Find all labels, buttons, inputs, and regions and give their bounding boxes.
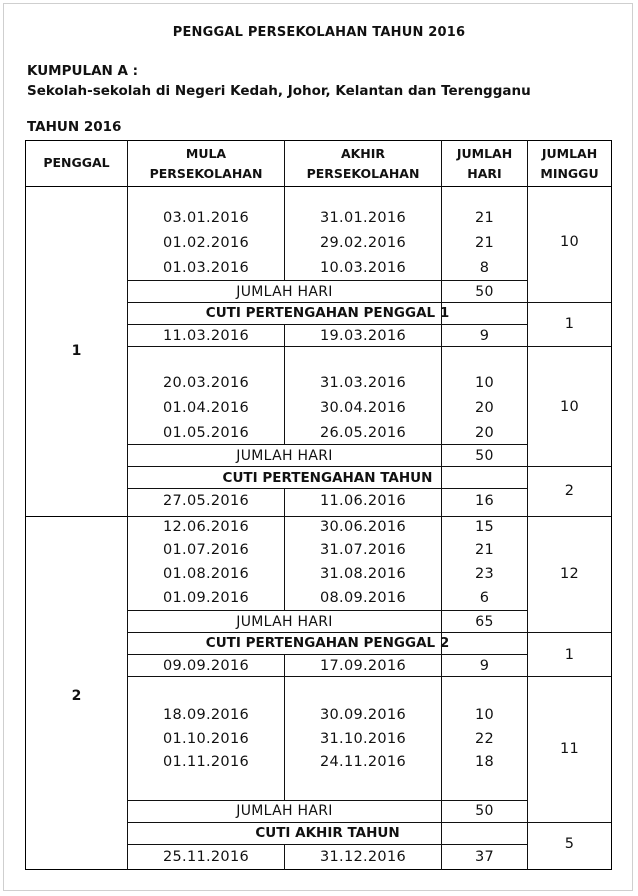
row-line	[127, 632, 527, 633]
day-count: 10	[474, 375, 495, 391]
header-akhir-line2: PERSEKOLAHAN	[306, 166, 420, 181]
date-end: 30.06.2016	[319, 519, 407, 535]
date-end: 31.01.2016	[319, 210, 407, 226]
row-line	[127, 610, 527, 611]
date-start: 01.04.2016	[162, 400, 250, 416]
row-line	[127, 488, 527, 489]
weeks-value: 10	[559, 399, 580, 415]
weeks-line	[527, 676, 611, 677]
date-end: 31.10.2016	[319, 731, 407, 747]
total-days-label: JUMLAH HARI	[236, 284, 333, 300]
total-days-value: 50	[475, 803, 494, 819]
total-days-value: 50	[475, 284, 494, 300]
date-start: 03.01.2016	[162, 210, 250, 226]
date-start: 01.07.2016	[162, 542, 250, 558]
page-title: PENGGAL PERSEKOLAHAN TAHUN 2016	[172, 25, 466, 40]
table-border-bottom	[25, 869, 612, 870]
group-label: KUMPULAN A :	[27, 63, 139, 79]
date-end: 31.07.2016	[319, 542, 407, 558]
total-days-label: JUMLAH HARI	[236, 614, 333, 630]
header-mula-line1: MULA	[185, 146, 227, 161]
date-start: 12.06.2016	[162, 519, 250, 535]
row-line	[127, 302, 527, 303]
date-start: 01.08.2016	[162, 566, 250, 582]
day-count: 20	[474, 425, 495, 441]
header-jumlah-minggu-line1: JUMLAH	[541, 146, 598, 161]
penggal-2-number: 2	[71, 688, 82, 704]
date-start: 01.03.2016	[162, 260, 250, 276]
header-jumlah-hari-line2: HARI	[467, 166, 502, 181]
weeks-value: 2	[564, 483, 575, 499]
weeks-line	[527, 302, 611, 303]
group-description: Sekolah-sekolah di Negeri Kedah, Johor, Kelantan dan Terengganu	[27, 83, 531, 99]
day-count: 37	[474, 849, 495, 865]
day-count: 8	[479, 260, 490, 276]
date-end: 30.04.2016	[319, 400, 407, 416]
penggal-1-number: 1	[71, 343, 82, 359]
date-end: 31.12.2016	[319, 849, 407, 865]
date-end: 24.11.2016	[319, 754, 407, 770]
date-end: 29.02.2016	[319, 235, 407, 251]
header-penggal: PENGGAL	[43, 155, 110, 170]
date-end: 31.03.2016	[319, 375, 407, 391]
day-count: 10	[474, 707, 495, 723]
date-start: 20.03.2016	[162, 375, 250, 391]
weeks-line	[527, 632, 611, 633]
date-end: 30.09.2016	[319, 707, 407, 723]
date-end: 08.09.2016	[319, 590, 407, 606]
header-jumlah-hari-line1: JUMLAH	[456, 146, 513, 161]
row-line-full	[127, 516, 611, 517]
date-end: 19.03.2016	[319, 328, 407, 344]
day-count: 6	[479, 590, 490, 606]
weeks-value: 1	[564, 316, 575, 332]
weeks-value: 11	[559, 741, 580, 757]
day-count: 9	[479, 658, 490, 674]
total-days-label: JUMLAH HARI	[236, 803, 333, 819]
break-title: CUTI PERTENGAHAN PENGGAL 2	[205, 635, 450, 651]
day-count: 21	[474, 210, 495, 226]
date-start: 25.11.2016	[162, 849, 250, 865]
break-title: CUTI AKHIR TAHUN	[255, 825, 400, 841]
day-count: 16	[474, 493, 495, 509]
row-line	[127, 324, 527, 325]
date-start: 01.09.2016	[162, 590, 250, 606]
date-start: 01.05.2016	[162, 425, 250, 441]
weeks-line	[527, 346, 611, 347]
date-start: 09.09.2016	[162, 658, 250, 674]
date-end: 31.08.2016	[319, 566, 407, 582]
row-line	[127, 444, 527, 445]
weeks-value: 1	[564, 647, 575, 663]
day-count: 22	[474, 731, 495, 747]
header-separator	[25, 186, 612, 187]
weeks-line	[527, 822, 611, 823]
day-count: 9	[479, 328, 490, 344]
table-border-top	[25, 140, 612, 141]
total-days-value: 65	[475, 614, 494, 630]
table-border-right	[611, 140, 612, 870]
date-end: 26.05.2016	[319, 425, 407, 441]
day-count: 15	[474, 519, 495, 535]
date-start: 01.10.2016	[162, 731, 250, 747]
day-count: 18	[474, 754, 495, 770]
row-line	[127, 654, 527, 655]
day-count: 23	[474, 566, 495, 582]
row-line	[127, 466, 527, 467]
table-border-left	[25, 140, 26, 870]
total-days-value: 50	[475, 448, 494, 464]
date-start: 27.05.2016	[162, 493, 250, 509]
date-start: 01.02.2016	[162, 235, 250, 251]
row-line	[127, 844, 527, 845]
header-akhir-line1: AKHIR	[340, 146, 386, 161]
weeks-value: 12	[559, 566, 580, 582]
weeks-line	[527, 466, 611, 467]
break-title: CUTI PERTENGAHAN TAHUN	[222, 470, 433, 486]
day-count: 21	[474, 235, 495, 251]
date-start: 01.11.2016	[162, 754, 250, 770]
penggal-separator	[25, 516, 128, 517]
row-line	[127, 346, 527, 347]
date-start: 11.03.2016	[162, 328, 250, 344]
date-end: 11.06.2016	[319, 493, 407, 509]
total-days-label: JUMLAH HARI	[236, 448, 333, 464]
row-line	[127, 676, 527, 677]
date-end: 10.03.2016	[319, 260, 407, 276]
break-title: CUTI PERTENGAHAN PENGGAL 1	[205, 305, 450, 321]
day-count: 20	[474, 400, 495, 416]
date-end: 17.09.2016	[319, 658, 407, 674]
date-start: 18.09.2016	[162, 707, 250, 723]
row-line	[127, 822, 527, 823]
header-mula-line2: PERSEKOLAHAN	[149, 166, 263, 181]
header-jumlah-minggu-line2: MINGGU	[540, 166, 599, 181]
day-count: 21	[474, 542, 495, 558]
row-line	[127, 280, 527, 281]
year-label: TAHUN 2016	[27, 119, 122, 135]
row-line	[127, 800, 527, 801]
weeks-value: 10	[559, 234, 580, 250]
weeks-value: 5	[564, 836, 575, 852]
